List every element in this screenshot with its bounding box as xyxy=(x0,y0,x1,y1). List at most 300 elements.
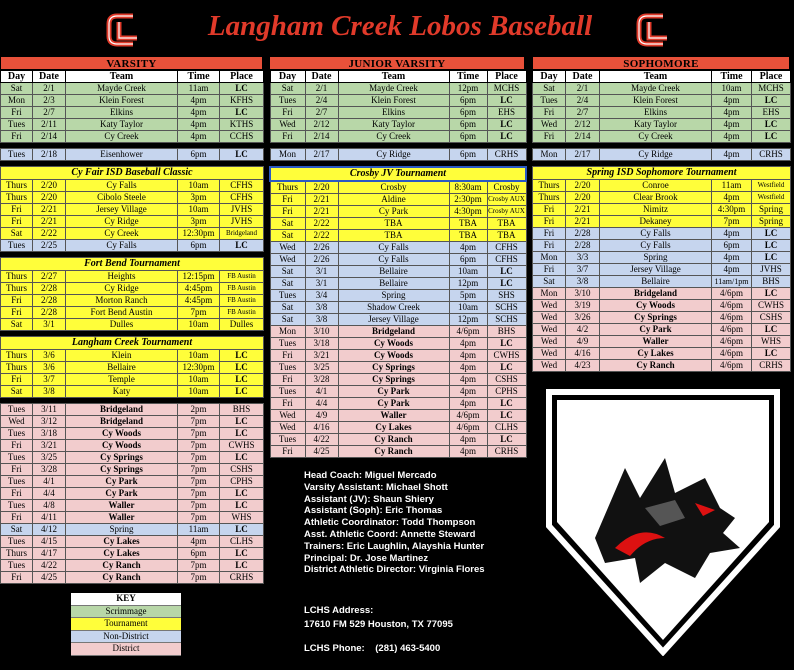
game-time: 5pm xyxy=(449,290,487,302)
game-date: 2/28 xyxy=(33,295,66,307)
game-time: 7pm xyxy=(178,452,220,464)
game-date: 2/28 xyxy=(566,240,600,252)
game-day: Tues xyxy=(270,338,305,350)
lc-logo-left-icon xyxy=(103,10,143,50)
game-place: LC xyxy=(220,240,264,252)
address-label: LCHS Address: xyxy=(304,605,374,616)
legend-key xyxy=(70,592,182,657)
game-date: 2/4 xyxy=(566,95,600,107)
game-opponent: Cy Lakes xyxy=(66,536,178,548)
game-place: EHS xyxy=(487,107,526,119)
game-time: 4pm xyxy=(449,446,487,458)
game-time: 4pm xyxy=(712,107,752,119)
game-date: 2/17 xyxy=(305,149,338,161)
game-day: Tues xyxy=(1,119,33,131)
game-date: 2/1 xyxy=(566,83,600,95)
game-place: LC xyxy=(220,428,264,440)
game-date: 2/26 xyxy=(305,254,338,266)
game-opponent: Dulles xyxy=(66,319,178,331)
game-date: 4/8 xyxy=(33,500,66,512)
game-place: CRHS xyxy=(487,149,526,161)
game-place: LC xyxy=(752,240,791,252)
staff-line: Assistant (JV): Shaun Shiery xyxy=(304,493,434,505)
game-date: 4/16 xyxy=(566,348,600,360)
schedule-row xyxy=(533,360,791,372)
game-day: Sat xyxy=(1,228,33,240)
game-place: LC xyxy=(220,83,264,95)
schedule-row xyxy=(1,416,264,428)
game-day: Wed xyxy=(270,119,305,131)
game-opponent: Cy Park xyxy=(338,206,449,218)
column-header: Date xyxy=(566,71,600,83)
staff-line: Principal: Dr. Jose Martinez xyxy=(304,552,429,564)
game-time: 6pm xyxy=(712,240,752,252)
game-time: 4pm xyxy=(449,374,487,386)
game-day: Fri xyxy=(270,398,305,410)
phone-label: LCHS Phone: xyxy=(304,643,365,654)
game-opponent: Klein Forest xyxy=(66,95,178,107)
game-place: LC xyxy=(487,278,526,290)
game-date: 4/22 xyxy=(305,434,338,446)
game-day: Sat xyxy=(533,276,566,288)
game-place: LC xyxy=(487,338,526,350)
game-date: 2/7 xyxy=(305,107,338,119)
game-date: 4/1 xyxy=(33,476,66,488)
game-place: CPHS xyxy=(487,386,526,398)
game-day: Thurs xyxy=(533,192,566,204)
game-time: 2pm xyxy=(178,404,220,416)
column-header: Day xyxy=(1,71,33,83)
game-day: Fri xyxy=(1,131,33,143)
game-date: 3/8 xyxy=(33,386,66,398)
game-opponent: Cy Creek xyxy=(66,131,178,143)
game-day: Sat xyxy=(270,266,305,278)
game-opponent: Cy Falls xyxy=(66,180,178,192)
game-place: LC xyxy=(220,560,264,572)
game-day: Sat xyxy=(270,83,305,95)
game-date: 2/3 xyxy=(33,95,66,107)
game-place: Spring xyxy=(752,204,791,216)
game-place: LC xyxy=(752,288,791,300)
game-place: LC xyxy=(220,416,264,428)
game-date: 2/20 xyxy=(566,180,600,192)
schedule-row xyxy=(270,326,526,338)
schedule-row xyxy=(270,131,526,143)
game-opponent: Cy Falls xyxy=(600,228,712,240)
game-day: Sat xyxy=(1,524,33,536)
schedule-row xyxy=(270,266,526,278)
game-day: Thurs xyxy=(1,362,33,374)
game-time: 11am xyxy=(178,524,220,536)
game-date: 2/21 xyxy=(566,216,600,228)
game-date: 3/10 xyxy=(566,288,600,300)
game-date: 2/1 xyxy=(33,83,66,95)
game-opponent: Spring xyxy=(66,524,178,536)
game-opponent: Cy Creek xyxy=(66,228,178,240)
game-place: BHS xyxy=(220,404,264,416)
game-date: 2/12 xyxy=(305,119,338,131)
game-place: LC xyxy=(487,131,526,143)
schedule-row xyxy=(1,374,264,386)
game-day: Thurs xyxy=(1,271,33,283)
game-place: MCHS xyxy=(752,83,791,95)
game-opponent: Elkins xyxy=(600,107,712,119)
game-date: 3/8 xyxy=(305,302,338,314)
schedule-row xyxy=(533,216,791,228)
header xyxy=(0,0,794,54)
schedule-row xyxy=(270,410,526,422)
game-opponent: Cy Ridge xyxy=(338,149,449,161)
game-time: 6pm xyxy=(449,149,487,161)
game-opponent: Conroe xyxy=(600,180,712,192)
game-day: Sat xyxy=(270,314,305,326)
staff-line: Assistant (Soph): Eric Thomas xyxy=(304,505,443,517)
game-place: FB Austin xyxy=(220,307,264,319)
game-place: CWHS xyxy=(487,350,526,362)
schedule-row xyxy=(1,192,264,204)
game-day: Fri xyxy=(270,350,305,362)
game-opponent: Cy Springs xyxy=(66,452,178,464)
game-date: 2/22 xyxy=(33,228,66,240)
game-time: 10am xyxy=(712,83,752,95)
game-time: 4:45pm xyxy=(178,283,220,295)
column-header: Team xyxy=(66,71,178,83)
game-day: Sat xyxy=(270,218,305,230)
schedule-row xyxy=(270,386,526,398)
schedule-row xyxy=(1,83,264,95)
schedule-row xyxy=(1,452,264,464)
staff-line: Asst. Athletic Coord: Annette Steward xyxy=(304,528,476,540)
game-day: Tues xyxy=(1,560,33,572)
tournament-row xyxy=(270,167,526,181)
game-date: 4/2 xyxy=(566,324,600,336)
game-time: 4pm xyxy=(449,242,487,254)
schedule-row xyxy=(270,242,526,254)
game-opponent: Crosby xyxy=(338,181,449,194)
game-time: 7pm xyxy=(178,440,220,452)
game-time: 12pm xyxy=(449,83,487,95)
game-opponent: Katy Taylor xyxy=(66,119,178,131)
game-time: 4pm xyxy=(712,95,752,107)
game-time: 4pm xyxy=(178,536,220,548)
game-opponent: Aldine xyxy=(338,194,449,206)
schedule-row xyxy=(270,254,526,266)
game-time: TBA xyxy=(449,218,487,230)
game-opponent: Cy Lakes xyxy=(600,348,712,360)
schedule-row xyxy=(533,288,791,300)
phone-number: (281) 463-5400 xyxy=(375,643,441,654)
game-time: 7pm xyxy=(178,428,220,440)
game-date: 2/25 xyxy=(33,240,66,252)
schedule-row xyxy=(533,276,791,288)
schedule-row xyxy=(1,536,264,548)
game-opponent: Bridgeland xyxy=(66,416,178,428)
schedule-row xyxy=(270,350,526,362)
schedule-row xyxy=(1,512,264,524)
game-opponent: Dekaney xyxy=(600,216,712,228)
game-date: 2/11 xyxy=(33,119,66,131)
game-time: 4/6pm xyxy=(712,348,752,360)
game-opponent: TBA xyxy=(338,230,449,242)
game-time: 4pm xyxy=(712,119,752,131)
staff-list xyxy=(304,470,485,576)
phone-block xyxy=(304,643,440,654)
game-place: LC xyxy=(220,362,264,374)
game-date: 4/9 xyxy=(566,336,600,348)
game-opponent: Bellaire xyxy=(338,278,449,290)
game-day: Tues xyxy=(1,240,33,252)
game-time: 7pm xyxy=(712,216,752,228)
game-day: Fri xyxy=(1,512,33,524)
schedule-row xyxy=(1,572,264,584)
game-opponent: Bridgeland xyxy=(66,404,178,416)
game-time: 4/6pm xyxy=(449,326,487,338)
game-day: Fri xyxy=(1,572,33,584)
game-day: Fri xyxy=(1,204,33,216)
schedule-row xyxy=(1,560,264,572)
schedule-row xyxy=(1,500,264,512)
game-time: 6pm xyxy=(178,240,220,252)
game-day: Tues xyxy=(1,452,33,464)
game-opponent: Morton Ranch xyxy=(66,295,178,307)
game-day: Mon xyxy=(533,288,566,300)
game-time: 4pm xyxy=(449,386,487,398)
column-header: Time xyxy=(449,71,487,83)
game-place: LC xyxy=(752,228,791,240)
game-date: 4/1 xyxy=(305,386,338,398)
schedule-row xyxy=(1,119,264,131)
schedule-row xyxy=(1,180,264,192)
game-date: 4/12 xyxy=(33,524,66,536)
game-day: Tues xyxy=(1,536,33,548)
schedule-row xyxy=(1,440,264,452)
schedule-row xyxy=(1,524,264,536)
game-day: Fri xyxy=(270,206,305,218)
game-place: Westfield xyxy=(752,180,791,192)
game-day: Tues xyxy=(270,95,305,107)
game-day: Fri xyxy=(533,131,566,143)
varsity-schedule xyxy=(0,56,263,584)
game-day: Sat xyxy=(1,386,33,398)
game-date: 3/4 xyxy=(305,290,338,302)
game-opponent: Spring xyxy=(600,252,712,264)
game-date: 2/28 xyxy=(566,228,600,240)
schedule-row xyxy=(270,278,526,290)
game-time: 4pm xyxy=(712,131,752,143)
game-place: LC xyxy=(220,452,264,464)
schedule-row xyxy=(270,218,526,230)
game-date: 3/7 xyxy=(566,264,600,276)
schedule-row xyxy=(270,422,526,434)
game-opponent: Cy Park xyxy=(338,398,449,410)
schedule-row xyxy=(1,216,264,228)
key-non-district: Non-District xyxy=(71,631,181,644)
game-time: 4:30pm xyxy=(449,206,487,218)
game-date: 3/8 xyxy=(566,276,600,288)
game-opponent: Cy Falls xyxy=(600,240,712,252)
game-day: Sat xyxy=(1,83,33,95)
game-opponent: Cy Falls xyxy=(338,254,449,266)
game-place: WHS xyxy=(752,336,791,348)
game-day: Fri xyxy=(533,107,566,119)
game-time: 11am xyxy=(178,83,220,95)
game-time: 4pm xyxy=(712,192,752,204)
game-day: Fri xyxy=(1,440,33,452)
game-opponent: Cy Falls xyxy=(66,240,178,252)
game-date: 3/21 xyxy=(305,350,338,362)
schedule-row xyxy=(1,404,264,416)
game-place: CWHS xyxy=(220,440,264,452)
game-date: 3/1 xyxy=(305,278,338,290)
game-opponent: Bellaire xyxy=(600,276,712,288)
game-place: KTHS xyxy=(220,119,264,131)
game-day: Tues xyxy=(1,476,33,488)
game-place: CRHS xyxy=(487,446,526,458)
game-place: CFHS xyxy=(487,242,526,254)
game-place: BHS xyxy=(752,276,791,288)
game-time: 4:45pm xyxy=(178,295,220,307)
staff-line: Trainers: Eric Laughlin, Alayshia Hunter xyxy=(304,540,485,552)
game-place: CWHS xyxy=(752,300,791,312)
game-place: SCHS xyxy=(487,314,526,326)
game-place: LC xyxy=(752,95,791,107)
game-date: 3/6 xyxy=(33,350,66,362)
game-time: TBA xyxy=(449,230,487,242)
schedule-row xyxy=(270,302,526,314)
staff-line: Athletic Coordinator: Todd Thompson xyxy=(304,517,476,529)
game-place: CFHS xyxy=(487,254,526,266)
game-day: Fri xyxy=(533,264,566,276)
game-opponent: Cibolo Steele xyxy=(66,192,178,204)
game-day: Thurs xyxy=(1,548,33,560)
schedule-row xyxy=(533,180,791,192)
game-time: 10am xyxy=(178,386,220,398)
schedule-row xyxy=(1,307,264,319)
game-time: 4pm xyxy=(712,264,752,276)
game-date: 2/20 xyxy=(33,192,66,204)
game-date: 2/1 xyxy=(305,83,338,95)
col-jv-table xyxy=(269,70,527,458)
staff-line: Varsity Assistant: Michael Shott xyxy=(304,481,448,493)
game-opponent: Shadow Creek xyxy=(338,302,449,314)
schedule-row xyxy=(533,252,791,264)
game-opponent: Mayde Creek xyxy=(66,83,178,95)
schedule-row xyxy=(533,107,791,119)
game-opponent: Cy Park xyxy=(66,476,178,488)
game-place: CSHS xyxy=(487,374,526,386)
game-date: 3/25 xyxy=(33,452,66,464)
key-tournament: Tournament xyxy=(71,618,181,631)
game-time: 3pm xyxy=(178,216,220,228)
game-place: JVHS xyxy=(220,216,264,228)
game-opponent: Cy Ranch xyxy=(66,560,178,572)
game-place: CFHS xyxy=(220,180,264,192)
game-day: Wed xyxy=(533,324,566,336)
column-header: Date xyxy=(305,71,338,83)
game-date: 3/6 xyxy=(33,362,66,374)
game-opponent: TBA xyxy=(338,218,449,230)
game-day: Wed xyxy=(533,312,566,324)
game-opponent: Katy xyxy=(66,386,178,398)
schedule-row xyxy=(533,336,791,348)
schedule-row xyxy=(270,149,526,161)
game-time: 6pm xyxy=(178,548,220,560)
game-opponent: Cy Woods xyxy=(338,338,449,350)
game-place: KFHS xyxy=(220,95,264,107)
schedule-row xyxy=(533,95,791,107)
game-day: Fri xyxy=(533,240,566,252)
game-time: 12pm xyxy=(449,278,487,290)
game-place: LC xyxy=(487,362,526,374)
schedule-row xyxy=(1,107,264,119)
game-opponent: Cy Park xyxy=(66,488,178,500)
col-soph-table xyxy=(532,70,791,372)
schedule-row xyxy=(270,119,526,131)
schedule-row xyxy=(1,228,264,240)
game-day: Fri xyxy=(533,204,566,216)
game-opponent: Cy Lakes xyxy=(338,422,449,434)
game-day: Fri xyxy=(270,446,305,458)
game-date: 2/27 xyxy=(33,271,66,283)
game-day: Wed xyxy=(533,348,566,360)
game-time: 4pm xyxy=(178,95,220,107)
game-date: 4/9 xyxy=(305,410,338,422)
game-opponent: Cy Springs xyxy=(338,362,449,374)
col-varsity-table xyxy=(0,70,264,584)
tournament-row xyxy=(1,337,264,350)
game-place: TBA xyxy=(487,218,526,230)
game-day: Wed xyxy=(533,119,566,131)
game-place: SCHS xyxy=(487,302,526,314)
game-opponent: Bridgeland xyxy=(600,288,712,300)
column-header: Day xyxy=(533,71,566,83)
game-opponent: Cy Woods xyxy=(66,428,178,440)
game-time: 7pm xyxy=(178,560,220,572)
game-opponent: Bellaire xyxy=(66,362,178,374)
game-date: 2/21 xyxy=(305,194,338,206)
game-place: Crosby xyxy=(487,181,526,194)
game-opponent: Cy Springs xyxy=(600,312,712,324)
game-day: Wed xyxy=(533,360,566,372)
game-place: LC xyxy=(752,252,791,264)
game-place: LC xyxy=(752,131,791,143)
schedule-row xyxy=(1,476,264,488)
game-opponent: Bridgeland xyxy=(338,326,449,338)
game-day: Fri xyxy=(270,194,305,206)
game-date: 4/16 xyxy=(305,422,338,434)
game-time: 12pm xyxy=(449,314,487,326)
game-time: 4/6pm xyxy=(712,324,752,336)
game-date: 3/3 xyxy=(566,252,600,264)
game-date: 3/7 xyxy=(33,374,66,386)
game-time: 10am xyxy=(449,302,487,314)
schedule-header-row xyxy=(1,71,264,83)
game-opponent: Waller xyxy=(338,410,449,422)
game-day: Fri xyxy=(270,131,305,143)
game-time: 4pm xyxy=(178,131,220,143)
game-date: 3/18 xyxy=(305,338,338,350)
game-day: Tues xyxy=(1,149,33,161)
game-date: 2/28 xyxy=(33,307,66,319)
game-date: 3/18 xyxy=(33,428,66,440)
game-opponent: Cy Woods xyxy=(338,350,449,362)
game-date: 3/1 xyxy=(305,266,338,278)
game-time: 3pm xyxy=(178,192,220,204)
game-opponent: Cy Ranch xyxy=(338,446,449,458)
game-date: 2/14 xyxy=(305,131,338,143)
varsity-header: VARSITY xyxy=(0,56,263,70)
game-opponent: Nimitz xyxy=(600,204,712,216)
